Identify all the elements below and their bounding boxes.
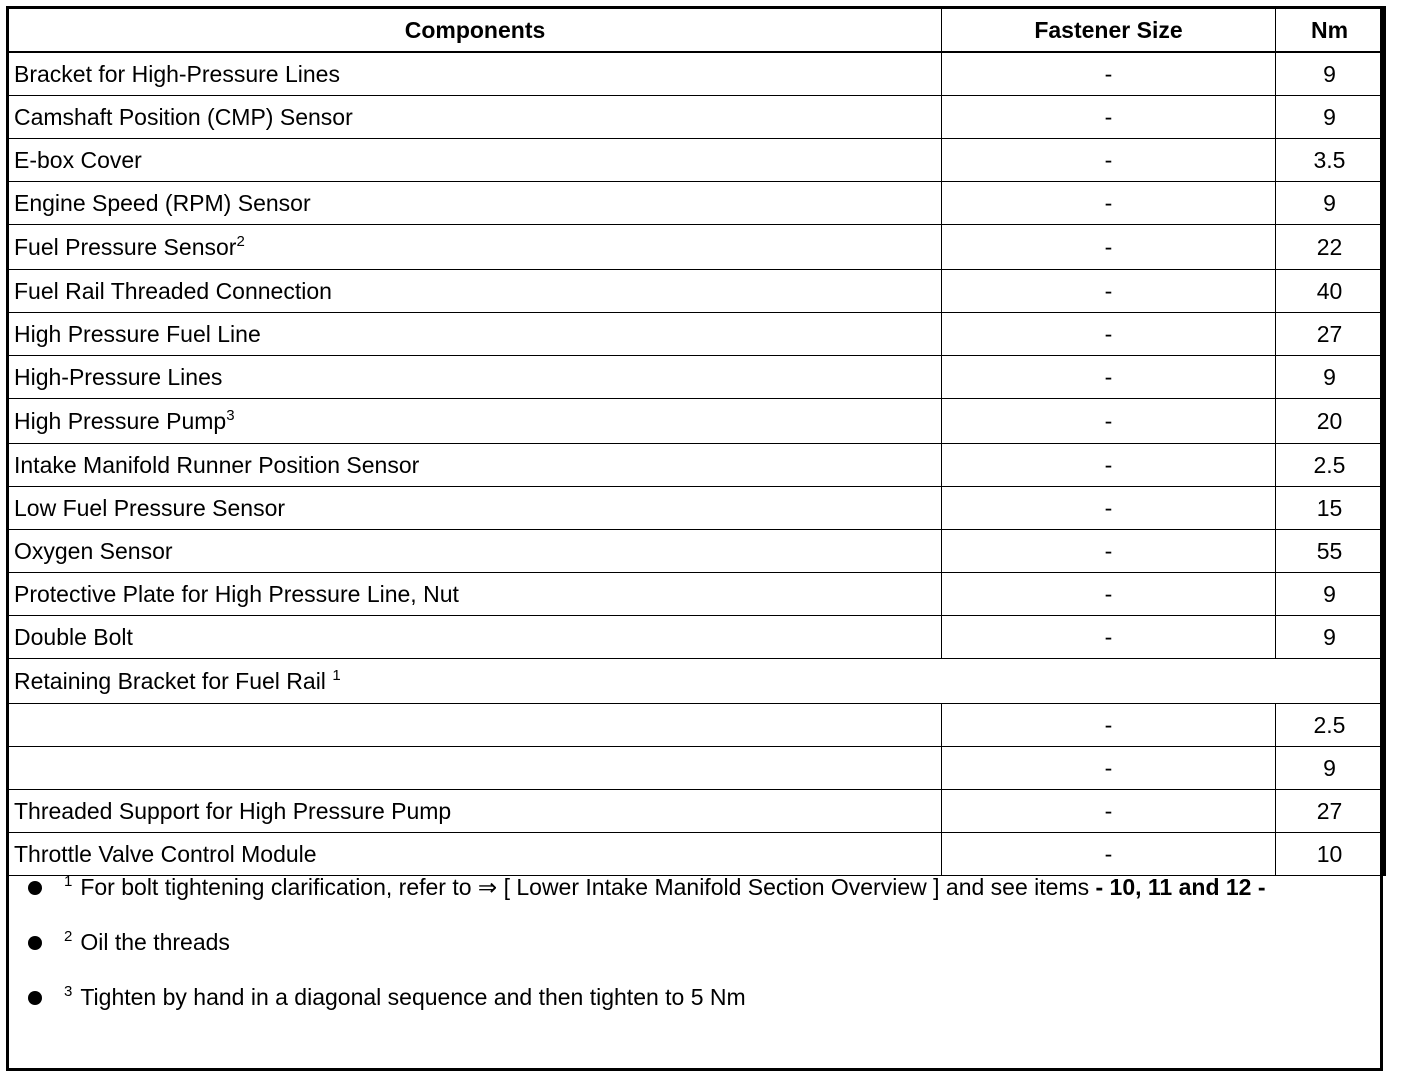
fastener-size-cell: -: [942, 573, 1276, 616]
footnote-ref: 2: [236, 233, 245, 250]
component-name: Threaded Support for High Pressure Pump: [14, 798, 452, 824]
footnote-number: 3: [64, 983, 73, 1000]
footnote-body: Tighten by hand in a diagonal sequence and then tighten to 5 Nm: [80, 984, 746, 1010]
component-name: Throttle Valve Control Module: [14, 841, 317, 867]
fastener-size-cell: -: [942, 139, 1276, 182]
component-name: Bracket for High-Pressure Lines: [14, 61, 340, 87]
fastener-size-cell: -: [942, 356, 1276, 399]
component-cell: [8, 313, 942, 356]
table-row: [8, 704, 1385, 747]
fastener-size-cell: -: [942, 487, 1276, 530]
table-header-row: [8, 8, 1385, 53]
component-cell: [8, 225, 942, 270]
bullet-icon: [28, 991, 42, 1005]
footnote-ref: 1: [332, 667, 341, 684]
table-row: [8, 270, 1385, 313]
fastener-size-cell: -: [942, 399, 1276, 444]
torque-nm-cell: 27: [1276, 790, 1385, 833]
component-cell: [8, 790, 942, 833]
table-row: [8, 139, 1385, 182]
footnote-number: 2: [64, 928, 73, 945]
bullet-icon: [28, 881, 42, 895]
component-cell: [8, 616, 942, 659]
component-cell: [8, 399, 942, 444]
table-row: [8, 313, 1385, 356]
component-name: Oxygen Sensor: [14, 538, 173, 564]
component-name: Protective Plate for High Pressure Line, Nut: [14, 581, 459, 607]
table-row: [8, 487, 1385, 530]
component-cell: [8, 356, 942, 399]
footnote-body: Oil the threads: [80, 929, 230, 955]
table-row: [8, 399, 1385, 444]
torque-nm-cell: 2.5: [1276, 704, 1385, 747]
component-name: High-Pressure Lines: [14, 364, 223, 390]
component-name: Double Bolt: [14, 624, 133, 650]
component-cell: [8, 96, 942, 139]
component-cell: [8, 270, 942, 313]
table-row: [8, 225, 1385, 270]
fastener-size-cell: -: [942, 313, 1276, 356]
component-cell: [8, 573, 942, 616]
component-name: High Pressure Pump: [14, 408, 227, 434]
component-cell: [8, 487, 942, 530]
component-cell: [8, 530, 942, 573]
fastener-size-cell: -: [942, 790, 1276, 833]
fastener-size-cell: -: [942, 530, 1276, 573]
footnote-text: [64, 927, 230, 957]
component-cell: [8, 747, 942, 790]
torque-nm-cell: 55: [1276, 530, 1385, 573]
table-row: [8, 833, 1385, 876]
torque-nm-cell: 9: [1276, 616, 1385, 659]
fastener-size-cell: -: [942, 704, 1276, 747]
torque-nm-cell: 2.5: [1276, 444, 1385, 487]
fastener-size-cell: -: [942, 747, 1276, 790]
footnote-ref: 3: [226, 407, 235, 424]
fastener-size-cell: -: [942, 833, 1276, 876]
group-header-row: [8, 659, 1385, 704]
component-name: Low Fuel Pressure Sensor: [14, 495, 286, 521]
table-row: [8, 573, 1385, 616]
bullet-icon: [28, 936, 42, 950]
fastener-size-cell: -: [942, 182, 1276, 225]
component-name: High Pressure Fuel Line: [14, 321, 261, 347]
torque-nm-cell: 9: [1276, 573, 1385, 616]
header-nm: Nm: [1276, 8, 1385, 53]
torque-nm-cell: 20: [1276, 399, 1385, 444]
fastener-size-cell: -: [942, 96, 1276, 139]
torque-nm-cell: 15: [1276, 487, 1385, 530]
torque-nm-cell: 9: [1276, 96, 1385, 139]
torque-nm-cell: 10: [1276, 833, 1385, 876]
fastener-size-cell: -: [942, 270, 1276, 313]
table-row: [8, 530, 1385, 573]
component-cell: [8, 182, 942, 225]
component-cell: [8, 444, 942, 487]
component-name: Fuel Rail Threaded Connection: [14, 278, 332, 304]
table-row: [8, 96, 1385, 139]
table-row: [8, 747, 1385, 790]
torque-nm-cell: 22: [1276, 225, 1385, 270]
component-name: Camshaft Position (CMP) Sensor: [14, 104, 353, 130]
component-name: Fuel Pressure Sensor: [14, 234, 237, 260]
torque-nm-cell: 9: [1276, 52, 1385, 96]
torque-nm-cell: 9: [1276, 356, 1385, 399]
fastener-size-cell: -: [942, 52, 1276, 96]
table-row: [8, 52, 1385, 96]
component-name: E-box Cover: [14, 147, 142, 173]
fastener-size-cell: -: [942, 444, 1276, 487]
group-title: Retaining Bracket for Fuel Rail: [14, 668, 333, 694]
table-row: [8, 356, 1385, 399]
torque-nm-cell: 9: [1276, 182, 1385, 225]
component-cell: [8, 52, 942, 96]
header-fastener-size: Fastener Size: [942, 8, 1276, 53]
torque-nm-cell: 3.5: [1276, 139, 1385, 182]
torque-nm-cell: 9: [1276, 747, 1385, 790]
table-row: [8, 182, 1385, 225]
component-cell: [8, 833, 942, 876]
footnote-text: [64, 982, 746, 1012]
footnote-text: [64, 872, 1266, 902]
component-cell: [8, 139, 942, 182]
component-cell: [8, 704, 942, 747]
torque-nm-cell: 27: [1276, 313, 1385, 356]
footnote-body: For bolt tightening clarification, refer to ⇒ [ Lower Intake Manifold Section Overview ] and see items: [80, 874, 1096, 900]
table-row: [8, 444, 1385, 487]
fastener-size-cell: -: [942, 616, 1276, 659]
torque-spec-table: [6, 6, 1386, 876]
footnote-item-ref: - 10, 11 and 12 -: [1095, 874, 1266, 900]
group-title-cell: [8, 659, 1385, 704]
header-components: Components: [8, 8, 942, 53]
component-name: Intake Manifold Runner Position Sensor: [14, 452, 420, 478]
table-row: [8, 616, 1385, 659]
fastener-size-cell: -: [942, 225, 1276, 270]
component-name: Engine Speed (RPM) Sensor: [14, 190, 311, 216]
torque-nm-cell: 40: [1276, 270, 1385, 313]
footnote-number: 1: [64, 873, 73, 890]
table-row: [8, 790, 1385, 833]
